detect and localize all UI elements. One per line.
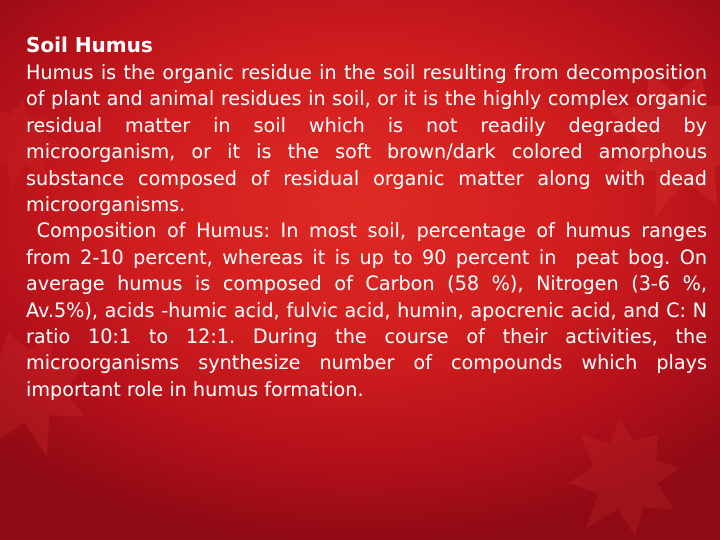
slide-title: Soil Humus bbox=[26, 33, 153, 57]
humus-definition-paragraph: Humus is the organic residue in the soil resulting from decomposition of plant and animal residues in soil, or it is the highly complex organic residual matter in soil which is not readily degraded by microorganism, or it is the soft brown/dark colored amorphous substance composed of residual organic matter along with dead microorganisms. bbox=[26, 61, 714, 217]
slide-content bbox=[26, 30, 714, 403]
humus-composition-paragraph: Composition of Humus: In most soil, percentage of humus ranges from 2-10 percent, whereas it is up to 90 percent in peat bog. On average humus is composed of Carbon (58 %), Nitrogen (3-6 %, Av.5%), acids -humic acid, fulvic acid, humin, apocrenic acid, and C: N ratio 10:1 to 12:1. During the course of their activities, the microorganisms synthesize number of compounds which plays important role in humus formation. bbox=[26, 219, 714, 401]
leaf-decoration bbox=[535, 395, 704, 540]
